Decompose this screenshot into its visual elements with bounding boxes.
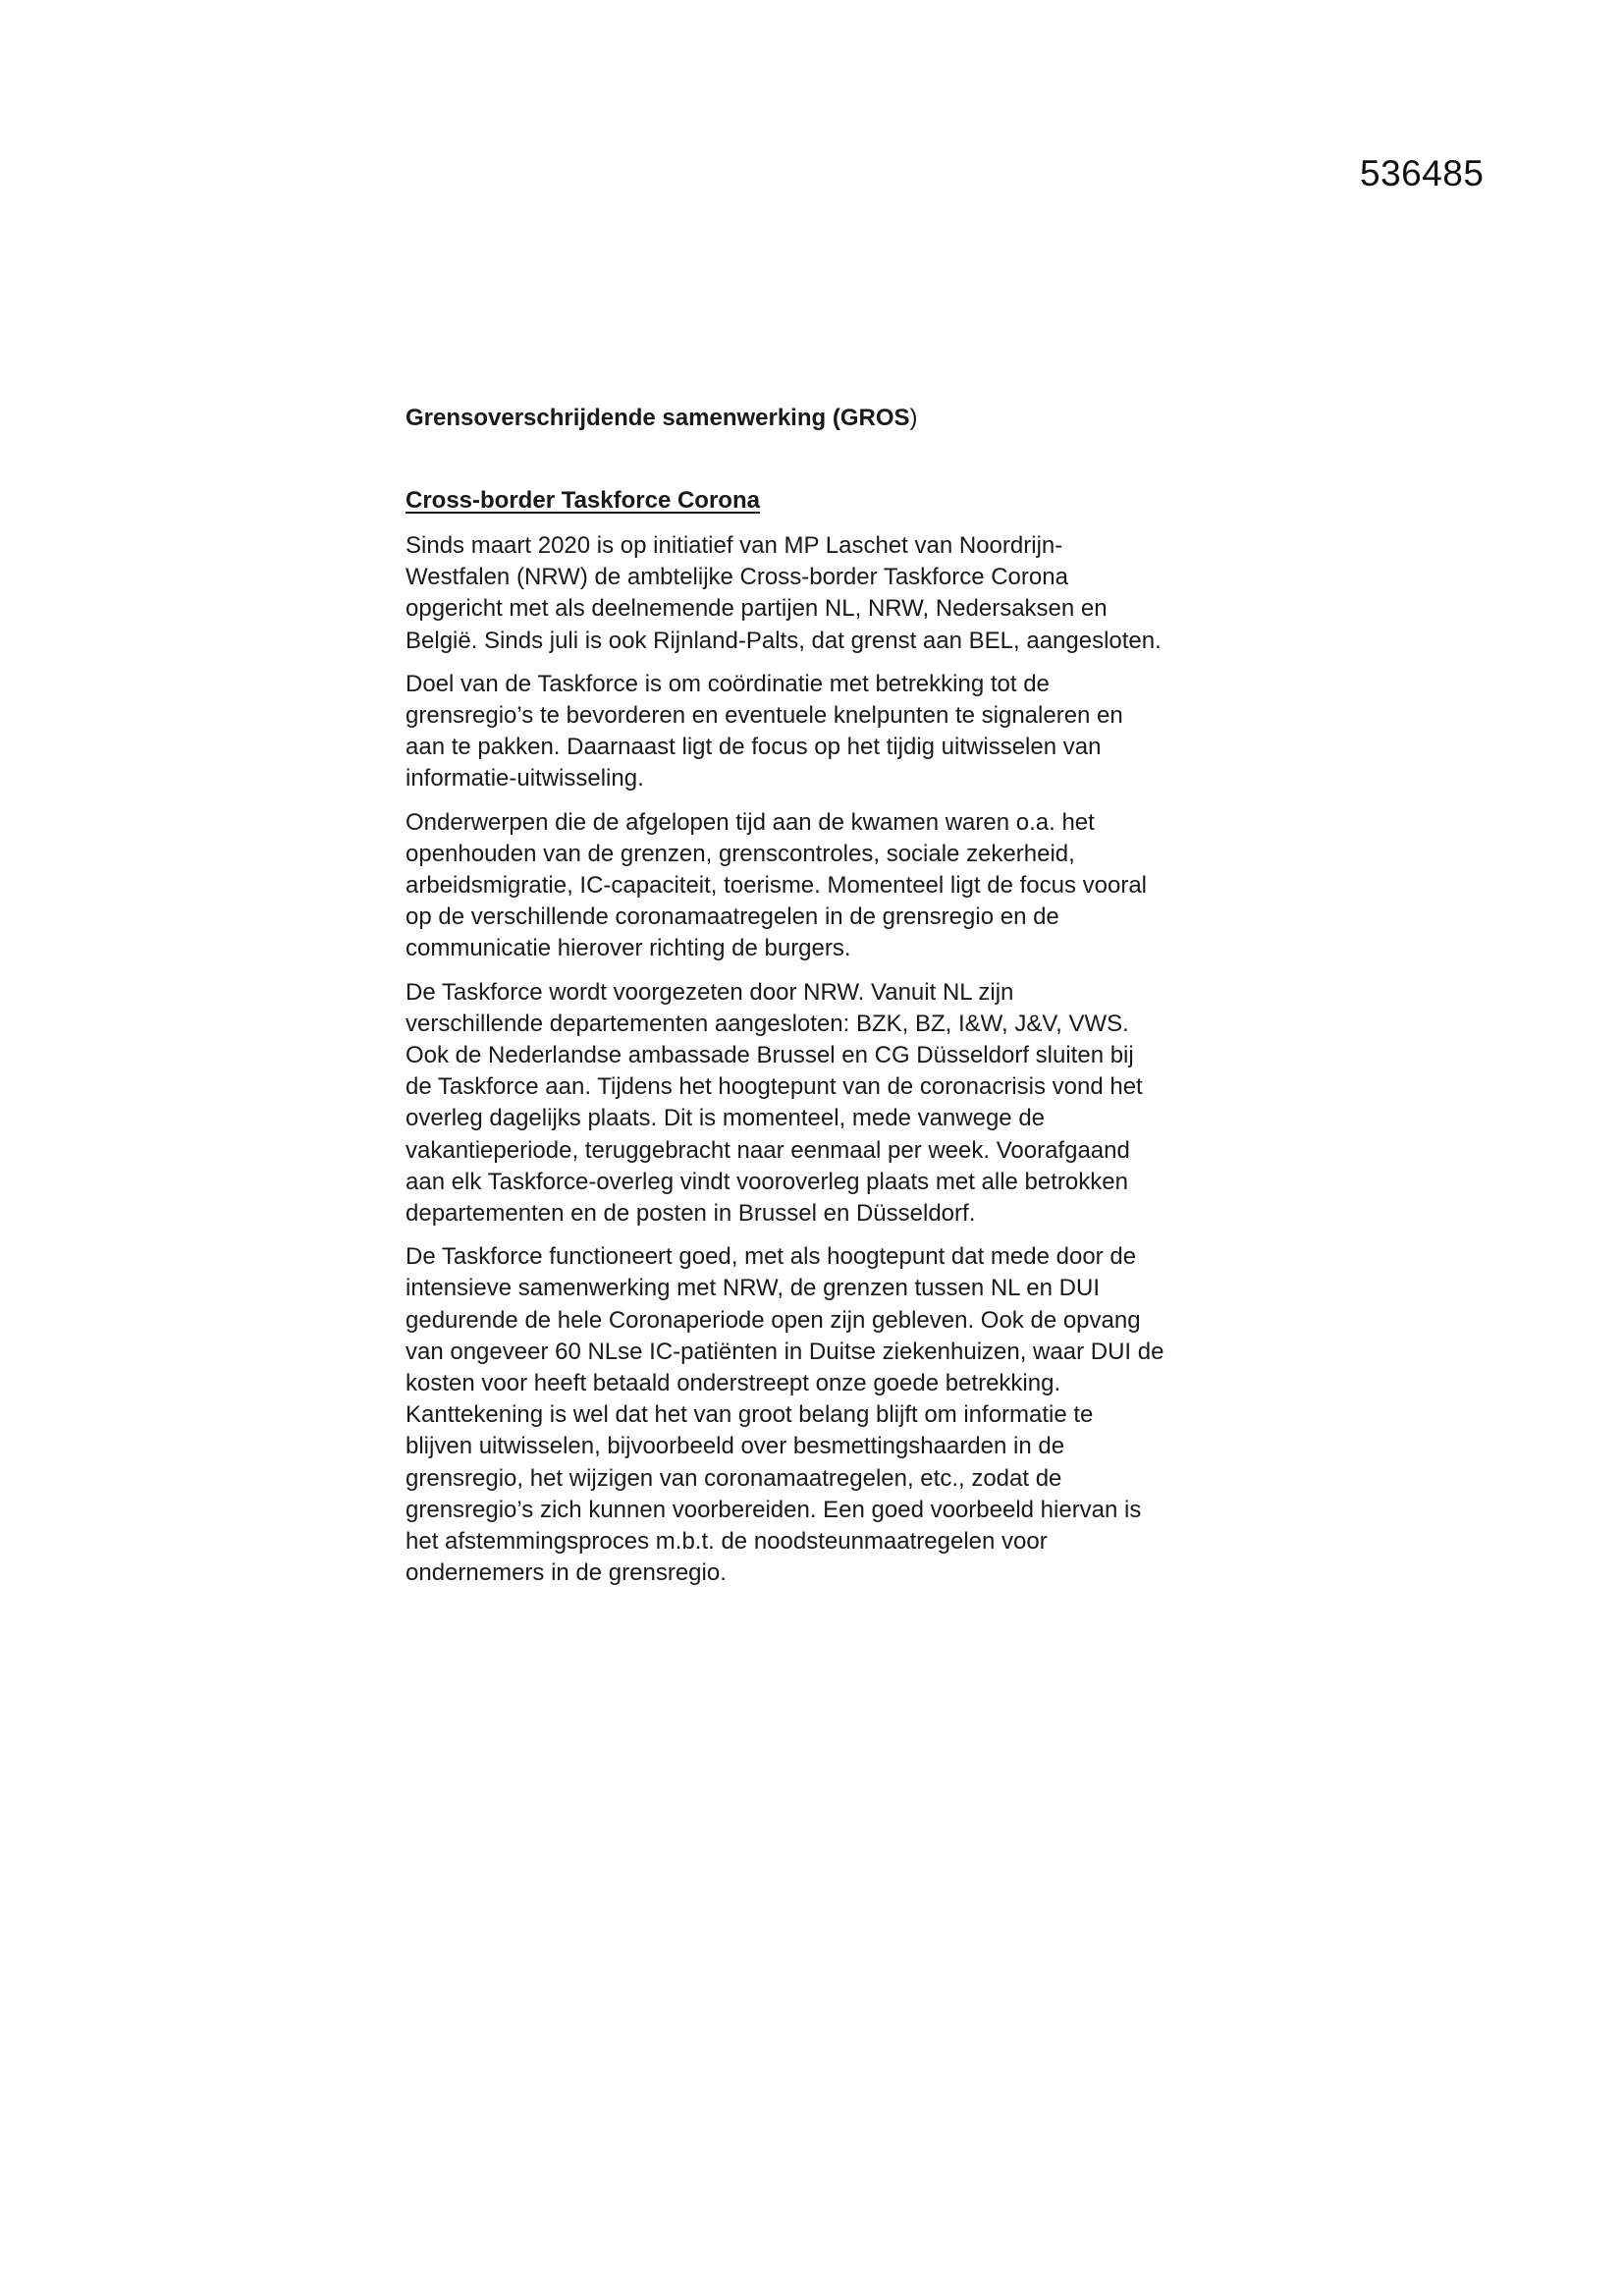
section-heading-closing: ) — [909, 405, 918, 431]
paragraph-line: de Taskforce aan. Tijdens het hoogtepunt van de coronacrisis vond het — [406, 1073, 1143, 1101]
paragraph-line: informatie-uitwisseling. — [406, 765, 644, 793]
paragraph-line: België. Sinds juli is ook Rijnland-Palts, dat grenst aan BEL, aangesloten. — [406, 627, 1162, 654]
paragraph-line: gedurende de hele Coronaperiode open zijn gebleven. Ook de opvang — [406, 1306, 1141, 1334]
paragraph — [406, 1241, 1250, 1589]
paragraph-line: Ook de Nederlandse ambassade Brussel en CG Düsseldorf sluiten bij — [406, 1042, 1134, 1069]
section-heading — [406, 403, 1250, 434]
paragraph-line: verschillende departementen aangesloten: BZK, BZ, I&W, J&V, VWS. — [406, 1010, 1129, 1037]
paragraph — [406, 669, 1250, 795]
section-heading-text: Grensoverschrijdende samenwerking (GROS — [406, 405, 910, 431]
paragraph-line: aan elk Taskforce-overleg vindt vooroverleg plaats met alle betrokken — [406, 1168, 1128, 1195]
paragraph-line: kosten voor heeft betaald onderstreept onze goede betrekking. — [406, 1370, 1061, 1397]
document-number: 536485 — [1360, 153, 1485, 193]
paragraph-line: aan te pakken. Daarnaast ligt de focus op het tijdig uitwisselen van — [406, 734, 1102, 761]
paragraph-line: Kanttekening is wel dat het van groot belang blijft om informatie te — [406, 1401, 1094, 1429]
paragraph-line: grensregio’s te bevorderen en eventuele knelpunten te signaleren en — [406, 702, 1123, 730]
paragraph-line: grensregio, het wijzigen van coronamaatregelen, etc., zodat de — [406, 1464, 1062, 1492]
paragraph-line: grensregio’s zich kunnen voorbereiden. Een goed voorbeeld hiervan is — [406, 1496, 1142, 1523]
paragraph-line: Sinds maart 2020 is op initiatief van MP Laschet van Noordrijn- — [406, 532, 1063, 559]
paragraph-line: Westfalen (NRW) de ambtelijke Cross-border Taskforce Corona — [406, 564, 1068, 591]
paragraph — [406, 530, 1250, 657]
paragraph-line: intensieve samenwerking met NRW, de grenzen tussen NL en DUI — [406, 1275, 1101, 1302]
paragraph-line: vakantieperiode, teruggebracht naar eenmaal per week. Voorafgaand — [406, 1136, 1130, 1164]
paragraph-line: opgericht met als deelnemende partijen NL, NRW, Nedersaksen en — [406, 595, 1108, 623]
paragraph-line: De Taskforce functioneert goed, met als hoogtepunt dat mede door de — [406, 1243, 1137, 1271]
paragraph — [406, 807, 1250, 965]
paragraph-line: communicatie hierover richting de burgers. — [406, 935, 851, 962]
paragraph-line: ondernemers in de grensregio. — [406, 1559, 727, 1587]
subsection-heading: Cross-border Taskforce Corona — [406, 487, 760, 514]
paragraph-line: arbeidsmigratie, IC-capaciteit, toerisme. Momenteel ligt de focus vooral — [406, 872, 1147, 900]
paragraph-line: blijven uitwisselen, bijvoorbeeld over besmettingshaarden in de — [406, 1433, 1065, 1460]
paragraph-line: het afstemmingsproces m.b.t. de noodsteunmaatregelen voor — [406, 1528, 1048, 1556]
paragraph-line: op de verschillende coronamaatregelen in de grensregio en de — [406, 903, 1059, 931]
paragraph-line: Doel van de Taskforce is om coördinatie met betrekking tot de — [406, 670, 1050, 697]
paragraph-line: van ongeveer 60 NLse IC-patiënten in Duitse ziekenhuizen, waar DUI de — [406, 1338, 1164, 1365]
paragraph-line: openhouden van de grenzen, grenscontroles, sociale zekerheid, — [406, 840, 1075, 867]
paragraph-line: departementen en de posten in Brussel en Düsseldorf. — [406, 1200, 976, 1228]
paragraph-list — [406, 530, 1250, 1590]
paragraph-line: overleg dagelijks plaats. Dit is momenteel, mede vanwege de — [406, 1105, 1046, 1132]
paragraph-line: Onderwerpen die de afgelopen tijd aan de kwamen waren o.a. het — [406, 808, 1095, 836]
document-body — [406, 403, 1250, 1590]
paragraph-line: De Taskforce wordt voorgezeten door NRW. Vanuit NL zijn — [406, 978, 1014, 1006]
paragraph — [406, 977, 1250, 1230]
